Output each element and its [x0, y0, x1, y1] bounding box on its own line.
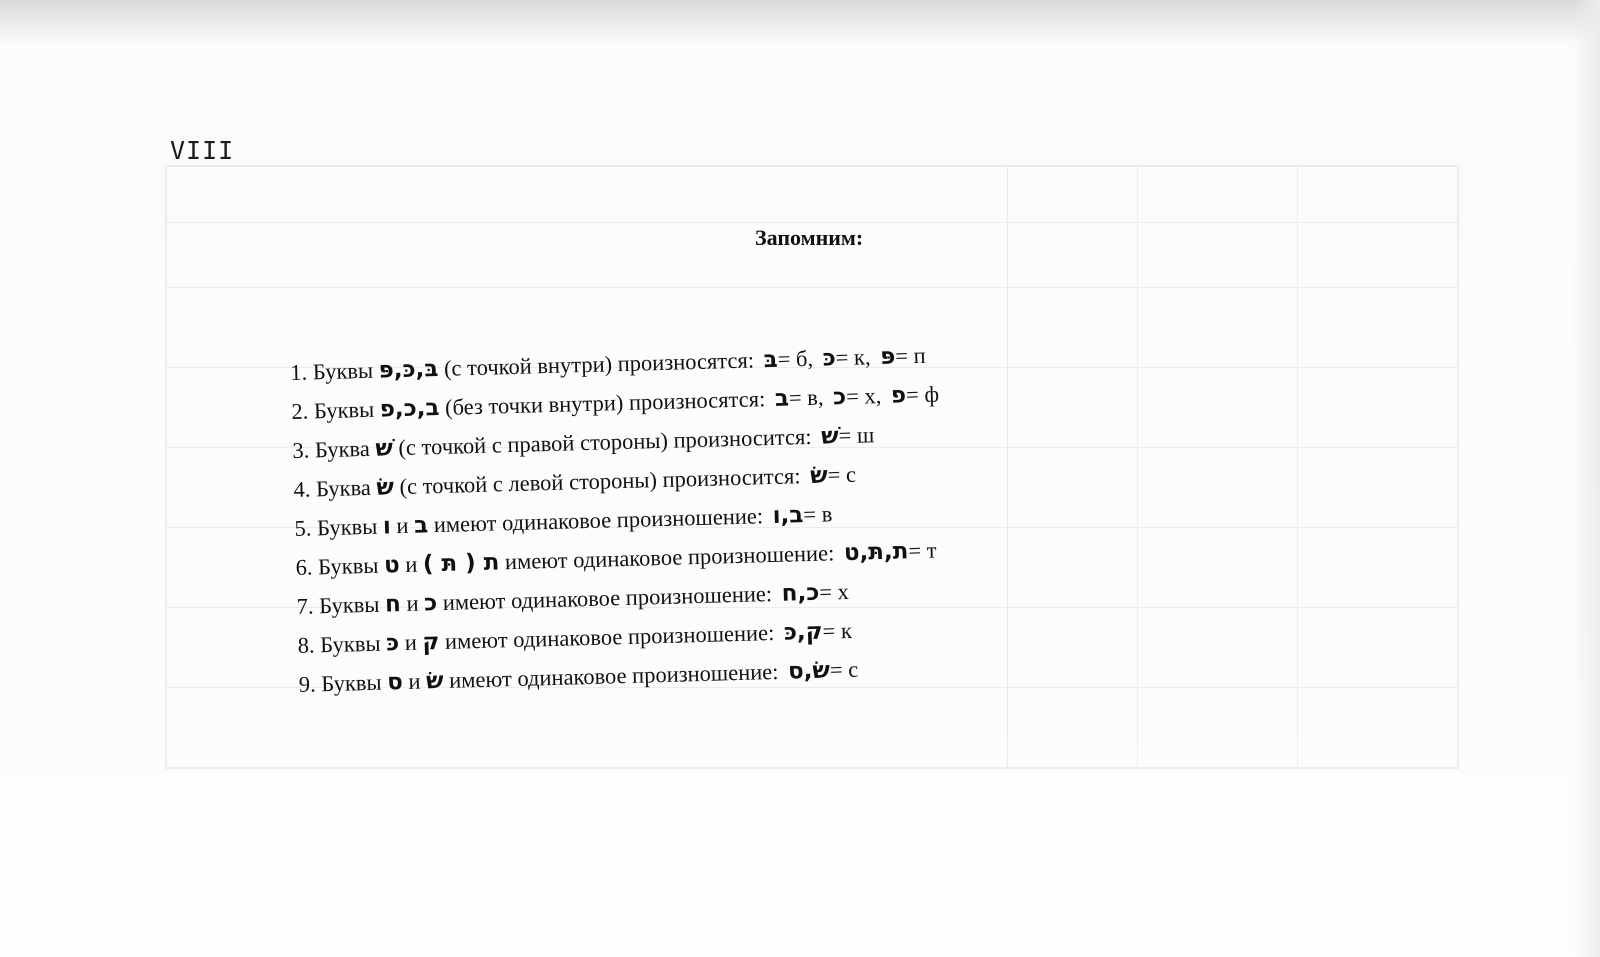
russian-sound: = в	[803, 501, 833, 528]
hebrew-letter: כ	[832, 383, 847, 411]
hebrew-letters: ת,תּ,ט	[843, 538, 909, 567]
russian-sound: = к,	[835, 344, 871, 371]
rule-qualifier: (с точкой с правой стороны)	[398, 427, 669, 461]
hebrew-letter: פּ	[879, 343, 896, 371]
hebrew-letters: כ,ח	[781, 579, 820, 607]
hebrew-letter: כּ	[822, 345, 837, 372]
rule-number: 2.	[291, 398, 309, 424]
rule-qualifier: (без точки внутри)	[444, 390, 624, 420]
rule-number: 7.	[296, 593, 314, 619]
rule-verb: имеют одинаковое произношение:	[448, 658, 779, 693]
rule-verb: имеют одинаковое произношение:	[444, 620, 775, 654]
rule-subject: Буква	[314, 435, 371, 463]
rule-subject: Буквы	[319, 630, 381, 658]
hebrew-letters: ב,ו	[772, 502, 804, 529]
show-through-line	[1297, 167, 1298, 767]
rule-subject: Буквы	[318, 591, 380, 619]
rule-subject: Буква	[315, 474, 372, 502]
show-through-line	[167, 287, 1457, 288]
hebrew-letters: ב,כ,פ	[379, 394, 440, 423]
russian-sound: = п	[894, 342, 926, 369]
russian-sound: = ш	[838, 422, 875, 449]
rule-verb: произносятся:	[617, 347, 755, 377]
russian-sound: = с	[829, 656, 859, 683]
rule-conjunction: и	[406, 590, 419, 616]
russian-sound: = х,	[845, 383, 882, 409]
hebrew-letter: ת ( תּ )	[422, 549, 500, 578]
hebrew-letter: בּ	[763, 346, 779, 374]
hebrew-letters: בּ,כּ,פּ	[378, 355, 439, 384]
rule-number: 3.	[292, 437, 310, 463]
russian-sound: = с	[827, 461, 857, 488]
rule-subject: Буквы	[317, 552, 379, 580]
show-through-line	[167, 222, 1457, 223]
rule-qualifier: (с точкой внутри)	[443, 351, 613, 381]
russian-sound: = т	[908, 537, 937, 564]
hebrew-letter: שׂ	[809, 462, 828, 489]
rule-subject: Буквы	[316, 513, 378, 541]
rule-conjunction: и	[396, 512, 409, 539]
hebrew-letters: שׁ	[375, 435, 394, 462]
hebrew-letter: ס	[386, 669, 404, 696]
russian-sound: = к	[822, 617, 853, 644]
hebrew-letters: שׂ	[376, 474, 395, 501]
rule-verb: имеют одинаковое произношение:	[504, 540, 835, 575]
rule-verb: произносится:	[673, 423, 812, 453]
rule-conjunction: и	[404, 551, 418, 577]
hebrew-letter: פ	[890, 382, 907, 409]
rule-verb: имеют одинаковое произношение:	[442, 581, 773, 615]
rule-number: 5.	[294, 515, 312, 541]
hebrew-letters: שׂ,ס	[787, 657, 831, 685]
hebrew-letter: ו	[382, 513, 392, 540]
page-heading: Запомним:	[755, 225, 864, 250]
hebrew-letter: כּ	[385, 630, 400, 657]
rule-number: 9.	[298, 671, 316, 697]
rule-subject: Буквы	[320, 669, 382, 697]
show-through-line	[1007, 167, 1008, 767]
rule-verb: произносятся:	[628, 386, 766, 415]
hebrew-letter: ב	[774, 385, 790, 412]
russian-sound: = х	[818, 578, 850, 605]
russian-sound: = ф	[905, 381, 940, 408]
rule-qualifier: (с точкой с левой стороны)	[399, 467, 658, 500]
hebrew-letter: ב	[413, 512, 429, 539]
show-through-line	[1137, 167, 1138, 767]
hebrew-letter: שׂ	[425, 667, 444, 695]
rule-conjunction: и	[408, 668, 421, 694]
rule-subject: Буквы	[312, 357, 374, 385]
hebrew-letter: שׁ	[820, 423, 839, 450]
hebrew-letter: ח	[384, 591, 402, 618]
rule-number: 1.	[290, 359, 308, 385]
russian-sound: = в,	[788, 384, 824, 411]
rule-verb: произносится:	[662, 463, 801, 492]
page-number: VIII	[170, 136, 235, 165]
page-edge-shadow	[1572, 0, 1600, 957]
hebrew-letter: ק	[422, 629, 440, 656]
russian-sound: = б,	[777, 345, 814, 372]
rule-subject: Буквы	[313, 396, 375, 424]
rule-number: 8.	[297, 632, 315, 658]
rule-verb: имеют одинаковое произношение:	[433, 503, 764, 538]
rule-number: 6.	[295, 554, 313, 580]
hebrew-letters: ק,כּ	[783, 618, 823, 646]
rule-number: 4.	[293, 476, 311, 502]
hebrew-letter: כ	[423, 590, 438, 617]
rule-conjunction: и	[404, 629, 418, 655]
hebrew-letter: ט	[383, 552, 400, 579]
